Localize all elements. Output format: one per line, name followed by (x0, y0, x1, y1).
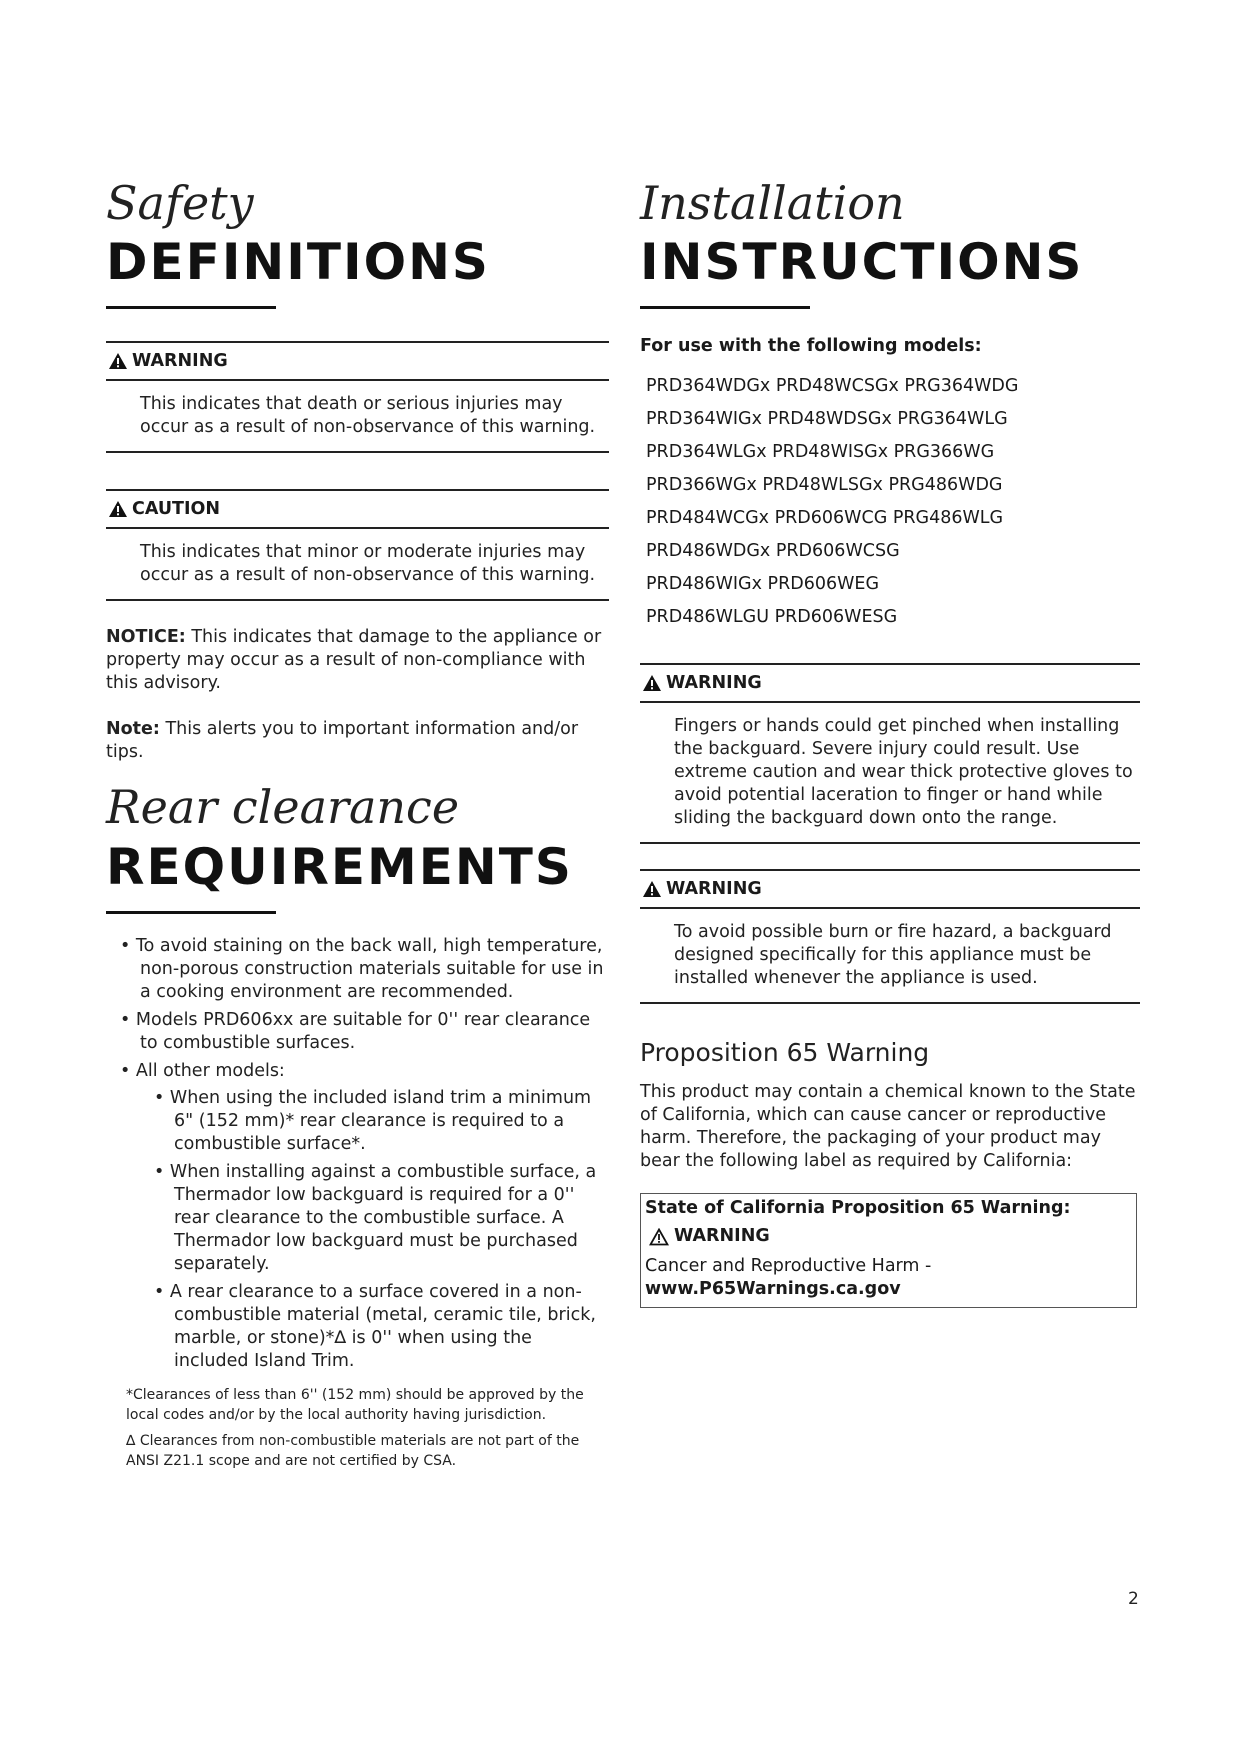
definitions-heading: DEFINITIONS (106, 233, 490, 291)
note-paragraph (106, 718, 609, 764)
list-item: • When using the included island trim a minimum 6" (152 mm)* rear clearance is required to a combustible surface*. (154, 1088, 592, 1154)
note-text: This alerts you to important information and/or tips. (106, 719, 579, 762)
list-item: PRD486WIGx PRD606WEG (646, 574, 880, 594)
prop65-title: Proposition 65 Warning (640, 1038, 930, 1067)
warning-header (106, 343, 609, 379)
list-item: PRD364WIGx PRD48WDSGx PRG364WLG (646, 409, 1008, 429)
prop65-box-text: Cancer and Reproductive Harm - (645, 1256, 932, 1276)
warning-triangle-icon (108, 500, 128, 518)
warning-header (640, 871, 1140, 907)
list-item: • When installing against a combustible surface, a Thermador low backguard is required for a 0'' rear clearance to the combustible surface. A Thermador low backguard must be purchased separately. (154, 1162, 597, 1274)
backguard-pinch-warning (640, 663, 1140, 844)
footnote-clearance: *Clearances of less than 6'' (152 mm) should be approved by the local codes and/or by the local authority having jurisdiction. (126, 1387, 584, 1423)
list-item: • Models PRD606xx are suitable for 0'' rear clearance to combustible surfaces. (120, 1010, 591, 1053)
list-item: PRD364WLGx PRD48WISGx PRG366WG (646, 442, 995, 462)
warning-text: This indicates that death or serious injuries may occur as a result of non-observance of this warning. (140, 394, 596, 437)
caution-text: This indicates that minor or moderate injuries may occur as a result of non-observance of this warning. (140, 542, 596, 585)
instructions-heading: INSTRUCTIONS (640, 233, 1084, 291)
notice-paragraph (106, 626, 609, 695)
list-item-label: • All other models: (120, 1061, 285, 1081)
warning-text: To avoid possible burn or fire hazard, a backguard designed specifically for this appliance must be installed whenever the appliance is used. (674, 922, 1112, 988)
prop65-text: This product may contain a chemical known to the State of California, which can cause cancer or reproductive harm. Therefore, the packaging of your product may bear the following label as required by California: (640, 1082, 1136, 1171)
notice-label: NOTICE: (106, 627, 186, 647)
safety-script-title: Safety (106, 176, 254, 230)
footnote-csa: ∆ Clearances from non-combustible materials are not part of the ANSI Z21.1 scope and are not certified by CSA. (126, 1433, 580, 1469)
models-heading: For use with the following models: (640, 336, 982, 356)
prop65-box-title: State of California Proposition 65 Warning: (645, 1198, 1071, 1218)
installation-script-title: Installation (640, 176, 905, 230)
sub-bullets (140, 1087, 609, 1373)
warning-triangle-outline-icon (649, 1228, 669, 1246)
heading-rule (106, 911, 276, 914)
warning-header (640, 665, 1140, 701)
safety-warning-block (106, 341, 609, 453)
warning-triangle-icon (108, 352, 128, 370)
note-label: Note: (106, 719, 160, 739)
warning-triangle-icon (642, 880, 662, 898)
models-list (646, 370, 1018, 634)
list-item: PRD366WGx PRD48WLSGx PRG486WDG (646, 475, 1003, 495)
heading-rule (106, 306, 276, 309)
prop65-url[interactable]: www.P65Warnings.ca.gov (645, 1279, 901, 1299)
caution-label: CAUTION (132, 499, 221, 519)
requirements-heading: REQUIREMENTS (106, 838, 573, 896)
warning-label: WARNING (666, 673, 762, 693)
list-item: • To avoid staining on the back wall, high temperature, non-porous construction materials suitable for use in a cooking environment are recommended. (120, 936, 604, 1002)
list-item: PRD486WLGU PRD606WESG (646, 607, 898, 627)
rear-script-title: Rear clearance (106, 780, 460, 834)
warning-label: WARNING (666, 879, 762, 899)
caution-header (106, 491, 609, 527)
prop65-label-box (640, 1193, 1137, 1308)
list-item: PRD364WDGx PRD48WCSGx PRG364WDG (646, 376, 1019, 396)
warning-label: WARNING (132, 351, 228, 371)
list-item: PRD486WDGx PRD606WCSG (646, 541, 900, 561)
list-item (106, 1060, 609, 1373)
page-number: 2 (1128, 1589, 1139, 1609)
warning-triangle-icon (642, 674, 662, 692)
clearance-bullets (106, 935, 609, 1378)
prop65-box-warning (645, 1220, 1132, 1251)
heading-rule (640, 306, 810, 309)
safety-caution-block (106, 489, 609, 601)
warning-text: Fingers or hands could get pinched when installing the backguard. Severe injury could result. Use extreme caution and wear thick protective gloves to avoid potential laceration to finger or hand while sliding the backguard down onto the range. (674, 716, 1133, 828)
backguard-fire-warning (640, 869, 1140, 1004)
list-item: • A rear clearance to a surface covered in a non-combustible material (metal, ceramic tile, brick, marble, or stone)*∆ is 0'' when using the included Island Trim. (154, 1282, 596, 1371)
list-item: PRD484WCGx PRD606WCG PRG486WLG (646, 508, 1004, 528)
notice-text: This indicates that damage to the appliance or property may occur as a result of non-compliance with this advisory. (106, 627, 602, 693)
prop65-warning-label: WARNING (674, 1226, 770, 1246)
